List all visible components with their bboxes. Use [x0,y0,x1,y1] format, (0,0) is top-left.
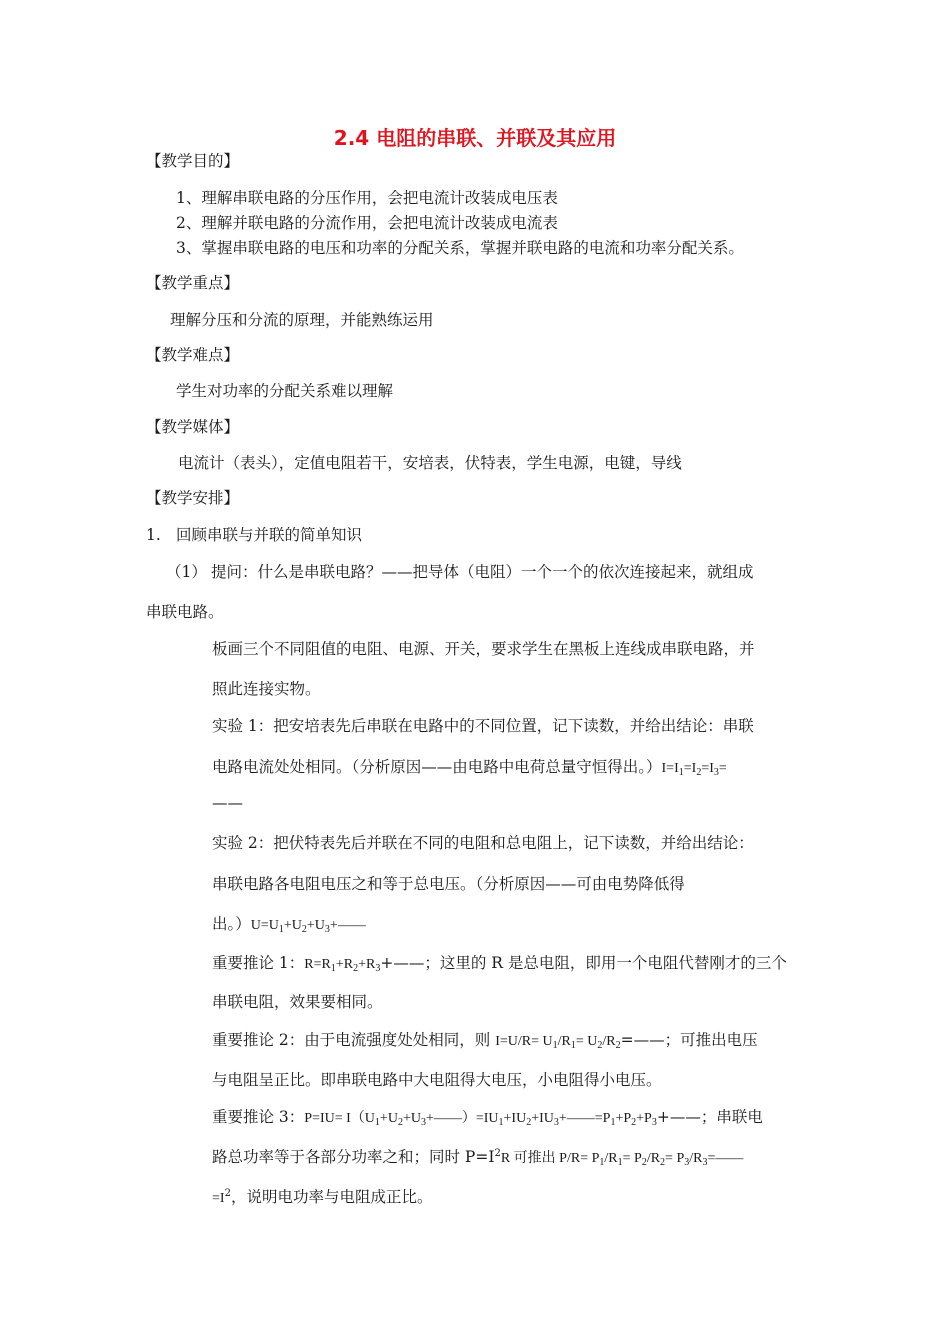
text-run: ，说明电功率与电阻成正比。 [230,1188,433,1206]
text-run: 出。） [212,915,251,933]
subscript: 2 [301,924,307,935]
paragraph-line [212,914,366,936]
item-text: 回顾串联与并联的简单知识 [176,526,363,544]
question-number: （1） [166,563,207,581]
objective-item: 2、理解并联电路的分流作用，会把电流计改装成电流表 [176,214,558,232]
text-run: +U [379,1111,398,1126]
subscript: 3 [713,767,719,778]
media-heading: 【教学媒体】 [146,418,240,436]
subscript: 1 [678,767,684,778]
subscript: 2 [631,1117,637,1128]
text-run: =I [212,1191,225,1206]
subscript: 1 [610,1117,616,1128]
subscript: 2 [660,1157,666,1168]
paragraph-line: 实验 2：把伏特表先后并联在不同的电阻和总电阻上，记下读数，并给出结论： [212,834,754,852]
paragraph-line [212,1147,743,1169]
text-run: +——）=IU [425,1111,499,1126]
subscript: 3 [651,1117,657,1128]
subscript: 1 [374,1117,380,1128]
arrangement-heading: 【教学安排】 [146,489,240,507]
text-run: /R [646,1151,661,1166]
subscript: 3 [702,1157,708,1168]
subscript: 3 [324,924,330,935]
text-run: +U [283,918,302,933]
text-run: +P [636,1111,652,1126]
text-run: +——=P [558,1111,611,1126]
paragraph-line [212,1030,758,1052]
key-points-text: 理解分压和分流的原理，并能熟练运用 [170,311,434,329]
paragraph-line: 实验 1：把安培表先后串联在电路中的不同位置，记下读数，并给出结论：串联 [212,717,754,735]
text-run: 路总功率等于各部分功率之和；同时 P=I [212,1148,495,1166]
text-run: =I [701,761,714,776]
subscript: 2 [397,1117,403,1128]
objective-item: 3、掌握串联电路的电压和功率的分配关系，掌握并联电路的电流和功率分配关系。 [176,239,744,257]
text-run: 重要推论 2：由于电流强度处处相同，则 [212,1031,496,1049]
text-run: +IU [503,1111,527,1126]
paragraph-line [212,1107,763,1129]
paragraph-line: 板画三个不同阻值的电阻、电源、开关，要求学生在黑板上连线成串联电路，并 [212,640,755,658]
item-number: 1. [146,526,161,544]
equation-run [251,918,366,933]
subscript: 2 [526,1117,532,1128]
text-run: R=R [304,957,331,972]
text-run: 重要推论 1： [212,954,305,972]
text-run: +——；这里的 R 是总电阻，即用一个电阻代替刚才的三个 [380,954,787,972]
equation-run [501,1151,744,1166]
key-points-heading: 【教学重点】 [146,274,240,292]
objectives-heading: 【教学目的】 [146,152,240,170]
text-run: /R [604,1151,618,1166]
subscript: 3 [553,1117,559,1128]
subscript: 2 [353,963,359,974]
superscript: 2 [494,1148,501,1159]
text-run: =I [683,761,697,776]
difficulties-text: 学生对功率的分配关系难以理解 [176,382,394,400]
objective-item: 1、理解串联电路的分压作用，会把电流计改装成电压表 [176,189,558,207]
text-run: U=U [250,918,279,933]
equation-run [662,761,727,776]
text-run: I=I [661,761,679,776]
text-run: =——；可推出电压 [620,1031,758,1049]
paragraph-line: 与电阻呈正比。即串联电路中大电阻得大电压，小电阻得小电压。 [212,1071,662,1089]
subscript: 1 [617,1157,623,1168]
paragraph-line [212,1187,432,1209]
paragraph-line [212,757,727,779]
paragraph-line: 串联电路各电阻电压之和等于总电压。（分析原因——可由电势降低得 [212,875,685,893]
text-run: +R [335,957,354,972]
text-run: R 可推出 P/R= P [500,1151,600,1166]
difficulties-heading: 【教学难点】 [146,346,240,364]
text-run: 重要推论 3： [212,1108,305,1126]
text-run: =—— [707,1151,744,1166]
text-run: I=U/R= U [495,1034,553,1049]
page-title: 2.4 电阻的串联、并联及其应用 [333,126,617,150]
equation-run [304,957,380,972]
subscript: 1 [599,1157,605,1168]
text-run: P=IU= I（U [304,1111,375,1126]
text-run: +U [306,918,325,933]
text-run: = P [665,1151,685,1166]
text-run: 电路电流处处相同。（分析原因——由电路中电荷总量守恒得出。） [212,758,662,776]
text-run: +—— [329,918,366,933]
text-run: = U [575,1034,598,1049]
text-run: = P [622,1151,642,1166]
text-run: +P [615,1111,632,1126]
text-run: /R [689,1151,703,1166]
subscript: 1 [552,1040,558,1051]
text-run: /R [602,1034,616,1049]
paragraph-line: —— [212,794,243,812]
subscript: 1 [278,924,284,935]
paragraph-line: 照此连接实物。 [212,680,321,698]
text-run: +——；串联电 [656,1108,763,1126]
subscript: 1 [330,963,336,974]
subscript: 1 [498,1117,504,1128]
subscript: 2 [641,1157,647,1168]
equation-run [495,1034,620,1049]
text-run: = [718,761,727,776]
paragraph-line: 串联电阻，效果要相同。 [212,993,383,1011]
subscript: 1 [570,1040,576,1051]
question-text: 提问：什么是串联电路？——把导体（电阻）一个一个的依次连接起来，就组成 [211,563,754,581]
subscript: 2 [696,767,702,778]
text-run: +IU [531,1111,554,1126]
question-text-cont: 串联电路。 [146,603,224,621]
paragraph-line [212,953,787,975]
superscript: 2 [224,1188,231,1199]
text-run: +R [358,957,376,972]
subscript: 3 [420,1117,426,1128]
text-run: /R [557,1034,571,1049]
text-run: +U [402,1111,421,1126]
equation-run [304,1111,657,1126]
media-text: 电流计（表头），定值电阻若干，安培表，伏特表，学生电源，电键，导线 [178,454,682,472]
subscript: 3 [684,1157,690,1168]
subscript: 2 [615,1040,621,1051]
subscript: 2 [597,1040,603,1051]
subscript: 3 [375,963,381,974]
